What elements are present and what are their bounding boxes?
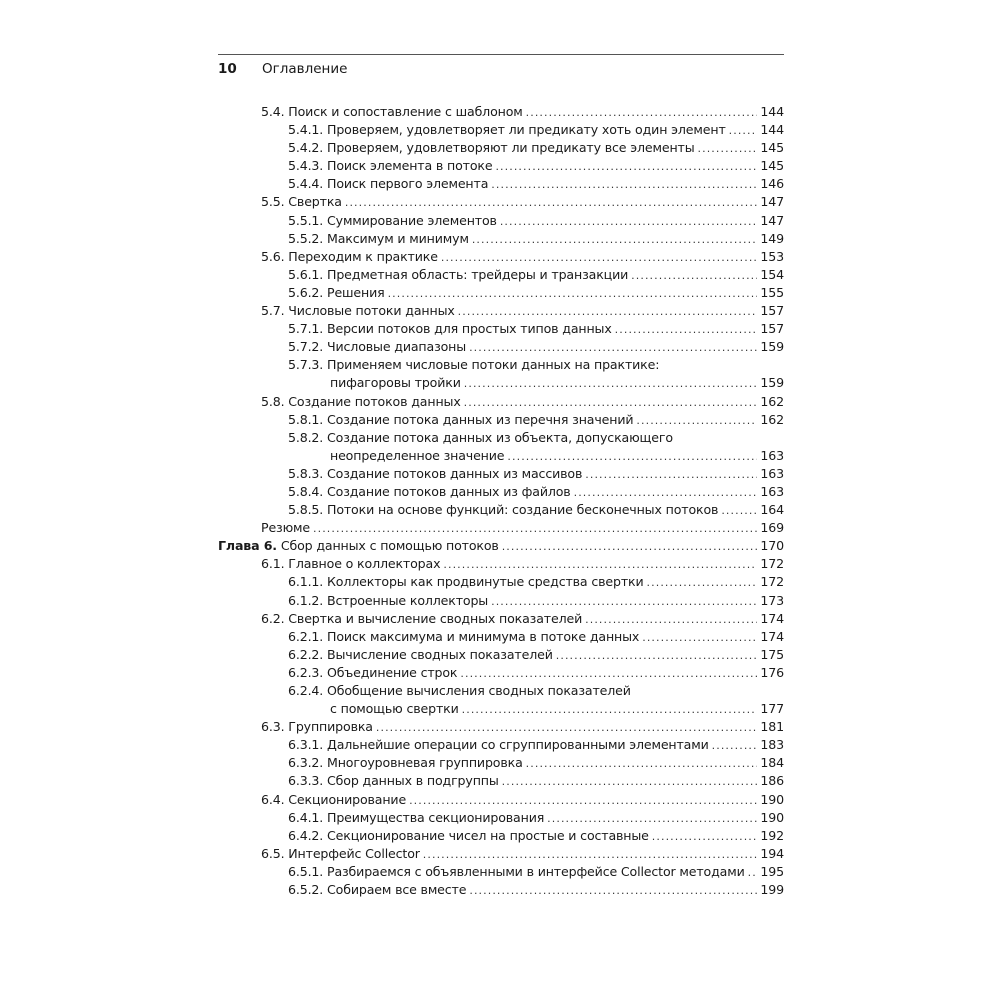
- dot-leader: [631, 267, 757, 285]
- toc-page-number: 162: [760, 411, 784, 427]
- toc-page-number: 192: [760, 827, 784, 843]
- toc-entry[interactable]: [218, 266, 784, 284]
- dot-leader: [642, 629, 757, 647]
- toc-entry[interactable]: [218, 284, 784, 302]
- toc-entry[interactable]: [218, 863, 784, 881]
- dot-leader: [491, 176, 757, 194]
- toc-entry-title: Резюме: [261, 520, 310, 536]
- toc-page-number: 184: [760, 755, 784, 771]
- dot-leader: [495, 158, 757, 176]
- toc-page-number: 145: [760, 140, 784, 156]
- toc-page-number: 174: [760, 610, 784, 626]
- toc-entry-title: 5.5.2. Максимум и минимум: [288, 230, 469, 246]
- toc-page-number: 147: [760, 212, 784, 228]
- toc-entry[interactable]: [218, 592, 784, 610]
- dot-leader: [441, 249, 758, 267]
- toc-entry-title: 6.4. Секционирование: [261, 791, 407, 807]
- chapter-title: Сбор данных с помощью потоков: [280, 538, 499, 554]
- toc-entry[interactable]: [218, 519, 784, 537]
- toc-entry[interactable]: [218, 356, 784, 374]
- toc-entry[interactable]: [218, 429, 784, 447]
- toc-entry[interactable]: [218, 193, 784, 211]
- table-of-contents: [218, 103, 784, 899]
- toc-page-number: 149: [760, 230, 784, 246]
- toc-page-number: 155: [760, 284, 784, 300]
- toc-entry[interactable]: [218, 501, 784, 519]
- toc-entry-title-continuation: пифагоровы тройки: [330, 375, 461, 391]
- dot-leader: [500, 213, 758, 231]
- toc-entry[interactable]: [218, 881, 784, 899]
- dot-leader: [491, 593, 757, 611]
- toc-entry-title: 6.2.2. Вычисление сводных показателей: [288, 646, 553, 662]
- dot-leader: [502, 773, 758, 791]
- toc-chapter[interactable]: [218, 537, 784, 555]
- dot-leader: [376, 719, 758, 737]
- toc-page-number: 175: [760, 646, 784, 662]
- toc-entry-continuation[interactable]: [218, 374, 784, 392]
- toc-entry-title: 5.4.1. Проверяем, удовлетворяет ли предикату хоть один элемент: [288, 122, 726, 138]
- dot-leader: [388, 285, 758, 303]
- toc-entry-title: 6.2.4. Обобщение вычисления сводных показателей: [288, 683, 631, 698]
- toc-page-number: 163: [760, 465, 784, 481]
- dot-leader: [443, 556, 757, 574]
- toc-entry-title: [218, 537, 499, 555]
- toc-page-number: 181: [760, 719, 784, 735]
- toc-page-number: 190: [760, 791, 784, 807]
- toc-entry-title: 6.3.1. Дальнейшие операции со сгруппированными элементами: [288, 737, 709, 753]
- toc-entry-title: 6.3.3. Сбор данных в подгруппы: [288, 773, 499, 789]
- dot-leader: [615, 321, 758, 339]
- dot-leader: [313, 520, 757, 538]
- dot-leader: [585, 466, 757, 484]
- toc-entry[interactable]: [218, 718, 784, 736]
- page-number: 10: [218, 61, 237, 77]
- toc-page-number: 194: [760, 845, 784, 861]
- toc-entry-title: 6.1.2. Встроенные коллекторы: [288, 592, 489, 608]
- dot-leader: [460, 665, 757, 683]
- toc-entry[interactable]: [218, 483, 784, 501]
- toc-page-number: 173: [760, 592, 784, 608]
- dot-leader: [574, 484, 758, 502]
- toc-entry-title: 6.1.1. Коллекторы как продвинутые средства свертки: [288, 574, 644, 590]
- toc-entry-title: 5.6. Переходим к практике: [261, 248, 438, 264]
- toc-entry[interactable]: [218, 809, 784, 827]
- toc-entry-title: 6.5.2. Собираем все вместе: [288, 882, 467, 898]
- dot-leader: [458, 303, 758, 321]
- toc-entry-title: 5.7.1. Версии потоков для простых типов данных: [288, 321, 612, 337]
- toc-entry-title: 6.2.3. Объединение строк: [288, 664, 458, 680]
- toc-entry-title: 6.2. Свертка и вычисление сводных показателей: [261, 610, 583, 626]
- toc-entry-continuation[interactable]: [218, 700, 784, 718]
- toc-entry[interactable]: [218, 465, 784, 483]
- toc-page-number: 199: [760, 882, 784, 898]
- toc-page-number: 164: [760, 502, 784, 518]
- dot-leader: [502, 538, 758, 556]
- dot-leader: [547, 810, 757, 828]
- toc-entry-title: 5.6.1. Предметная область: трейдеры и транзакции: [288, 266, 629, 282]
- toc-entry[interactable]: [218, 628, 784, 646]
- toc-entry-title: 6.4.1. Преимущества секционирования: [288, 809, 545, 825]
- toc-entry-title: 6.2.1. Поиск максимума и минимума в потоке данных: [288, 628, 640, 644]
- toc-entry[interactable]: [218, 121, 784, 139]
- toc-entry[interactable]: [218, 573, 784, 591]
- dot-leader: [712, 737, 758, 755]
- toc-entry-title: 5.4. Поиск и сопоставление с шаблоном: [261, 104, 523, 119]
- toc-page-number: 195: [760, 863, 784, 879]
- page-title: Оглавление: [262, 61, 348, 77]
- toc-entry-title: 5.8.5. Потоки на основе функций: создание бесконечных потоков: [288, 502, 719, 518]
- toc-entry[interactable]: [218, 646, 784, 664]
- toc-page-number: 177: [760, 701, 784, 717]
- toc-entry-title: 6.4.2. Секционирование чисел на простые и составные: [288, 827, 649, 843]
- dot-leader: [409, 792, 757, 810]
- toc-entry-title: 6.3. Группировка: [261, 719, 373, 735]
- dot-leader: [647, 574, 758, 592]
- toc-entry-title: 5.4.4. Поиск первого элемента: [288, 176, 489, 192]
- toc-page-number: 145: [760, 158, 784, 174]
- toc-entry-title: 6.3.2. Многоуровневая группировка: [288, 755, 523, 771]
- toc-entry-title: 5.8.2. Создание потока данных из объекта, допускающего: [288, 429, 673, 445]
- toc-entry-title-continuation: неопределенное значение: [330, 447, 505, 463]
- toc-entry-title: 6.5. Интерфейс Collector: [261, 845, 420, 861]
- toc-page-number: 172: [760, 556, 784, 572]
- toc-entry[interactable]: [218, 411, 784, 429]
- dot-leader: [472, 231, 758, 249]
- toc-entry[interactable]: [218, 320, 784, 338]
- toc-entry[interactable]: [218, 555, 784, 573]
- toc-entry-title: 5.5. Свертка: [261, 194, 342, 210]
- toc-entry-continuation[interactable]: [218, 447, 784, 465]
- toc-page-number: 190: [760, 809, 784, 825]
- toc-entry[interactable]: [218, 103, 784, 121]
- toc-entry[interactable]: [218, 845, 784, 863]
- header-rule: [218, 54, 784, 55]
- toc-entry-title: 6.1. Главное о коллекторах: [261, 556, 441, 572]
- toc-entry-title: 5.7.3. Применяем числовые потоки данных на практике:: [288, 357, 660, 373]
- dot-leader: [729, 122, 758, 140]
- toc-entry[interactable]: [218, 175, 784, 193]
- toc-entry-title: 5.4.2. Проверяем, удовлетворяют ли предикату все элементы: [288, 140, 695, 156]
- toc-page-number: 183: [760, 737, 784, 753]
- toc-entry-title: 5.7.2. Числовые диапазоны: [288, 339, 467, 355]
- toc-page-number: 162: [760, 393, 784, 409]
- dot-leader: [526, 104, 758, 122]
- toc-page-number: 163: [760, 483, 784, 499]
- dot-leader: [507, 448, 757, 466]
- toc-entry-title: 6.5.1. Разбираемся с объявленными в интерфейсе Collector методами: [288, 863, 745, 879]
- dot-leader: [469, 882, 757, 900]
- toc-entry[interactable]: [218, 157, 784, 175]
- toc-entry[interactable]: [218, 754, 784, 772]
- toc-page-number: 159: [760, 339, 784, 355]
- toc-entry-title: 5.8. Создание потоков данных: [261, 393, 461, 409]
- dot-leader: [345, 194, 758, 212]
- toc-entry[interactable]: [218, 338, 784, 356]
- toc-entry[interactable]: [218, 610, 784, 628]
- toc-entry-title: 5.8.1. Создание потока данных из перечня значений: [288, 411, 634, 427]
- dot-leader: [585, 611, 757, 629]
- dot-leader: [652, 828, 758, 846]
- toc-entry[interactable]: [218, 682, 784, 700]
- toc-entry[interactable]: [218, 664, 784, 682]
- toc-page-number: 144: [760, 122, 784, 138]
- toc-entry[interactable]: [218, 248, 784, 266]
- toc-page-number: 186: [760, 773, 784, 789]
- toc-entry-title: 5.7. Числовые потоки данных: [261, 303, 455, 319]
- toc-entry-title-continuation: с помощью свертки: [330, 701, 459, 717]
- dot-leader: [636, 412, 757, 430]
- toc-entry-title: 5.5.1. Суммирование элементов: [288, 212, 497, 228]
- toc-entry[interactable]: [218, 772, 784, 790]
- toc-page-number: 157: [760, 321, 784, 337]
- dot-leader: [464, 375, 758, 393]
- toc-page-number: 157: [760, 303, 784, 319]
- toc-entry-title: 5.6.2. Решения: [288, 284, 385, 300]
- toc-entry-title: 5.8.3. Создание потоков данных из массивов: [288, 465, 583, 481]
- toc-entry[interactable]: [218, 791, 784, 809]
- toc-entry[interactable]: [218, 302, 784, 320]
- toc-page-number: 170: [760, 538, 784, 554]
- toc-page-number: 146: [760, 176, 784, 192]
- toc-page-number: 169: [760, 520, 784, 536]
- dot-leader: [423, 846, 758, 864]
- toc-entry[interactable]: [218, 230, 784, 248]
- dot-leader: [721, 502, 757, 520]
- dot-leader: [464, 394, 758, 412]
- toc-page-number: 159: [760, 375, 784, 391]
- toc-entry[interactable]: [218, 139, 784, 157]
- dot-leader: [748, 864, 758, 882]
- toc-page-number: 172: [760, 574, 784, 590]
- dot-leader: [556, 647, 758, 665]
- toc-page-number: 154: [760, 266, 784, 282]
- toc-page-number: 147: [760, 194, 784, 210]
- dot-leader: [526, 755, 758, 773]
- toc-page-number: 153: [760, 248, 784, 264]
- dot-leader: [462, 701, 758, 719]
- toc-entry[interactable]: [218, 827, 784, 845]
- toc-page-number: 174: [760, 628, 784, 644]
- toc-entry-title: 5.4.3. Поиск элемента в потоке: [288, 158, 493, 174]
- toc-entry[interactable]: [218, 393, 784, 411]
- toc-entry-title: 5.8.4. Создание потоков данных из файлов: [288, 483, 571, 499]
- chapter-label: Глава 6.: [218, 538, 277, 554]
- toc-page-number: 176: [760, 664, 784, 680]
- toc-page-number: 163: [760, 447, 784, 463]
- toc-entry[interactable]: [218, 212, 784, 230]
- toc-page-number: 144: [760, 104, 784, 119]
- toc-entry[interactable]: [218, 736, 784, 754]
- page-header: [218, 60, 784, 78]
- dot-leader: [469, 339, 757, 357]
- dot-leader: [698, 140, 758, 158]
